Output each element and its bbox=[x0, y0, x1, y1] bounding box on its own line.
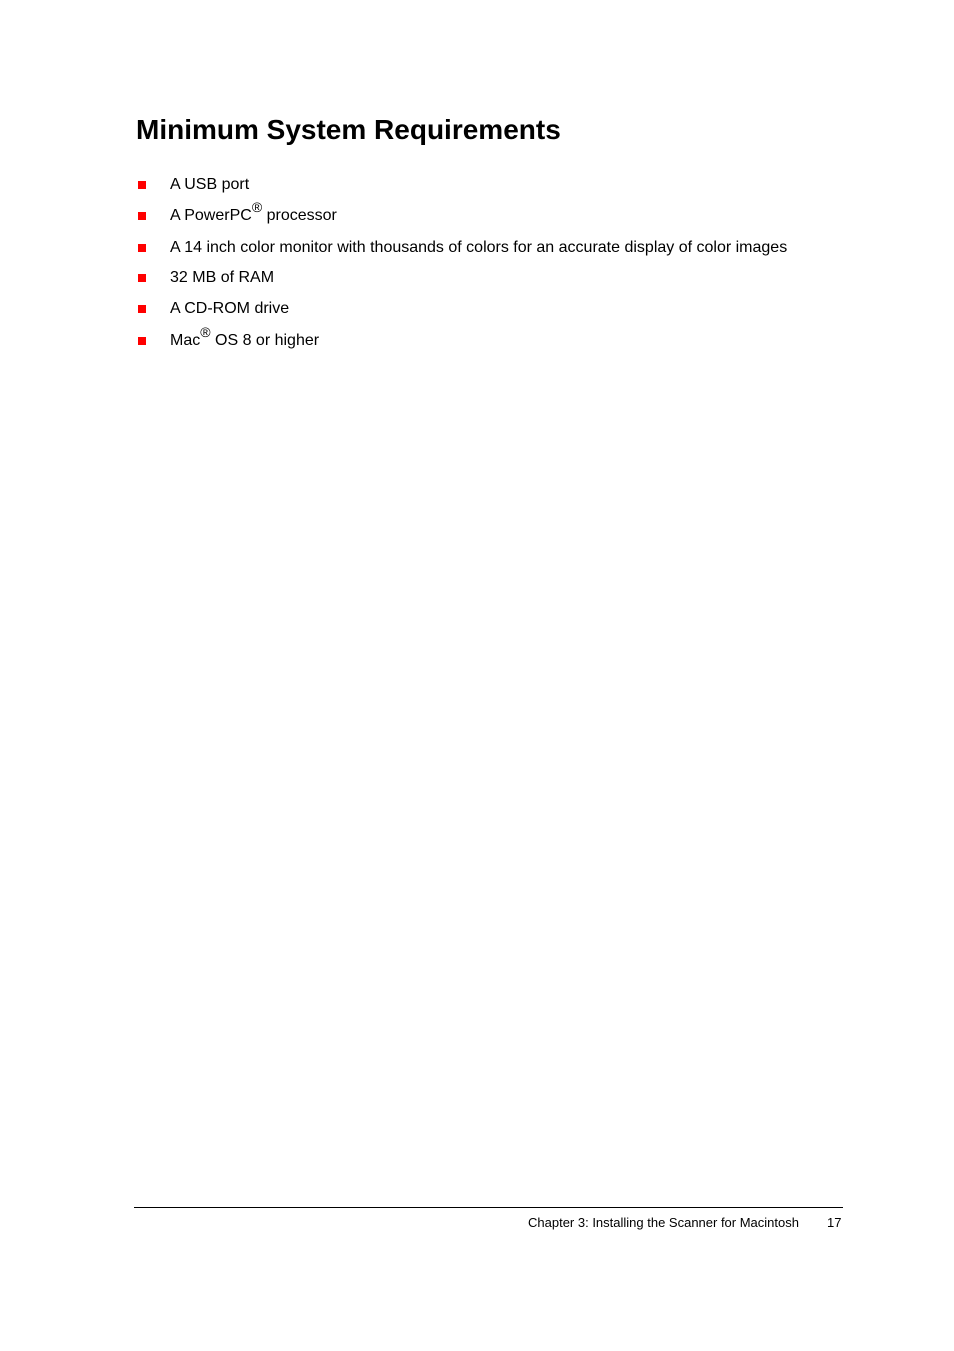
registered-mark: ® bbox=[200, 323, 211, 340]
list-item bbox=[136, 174, 856, 198]
list-item-text-rest: OS 8 or higher bbox=[210, 332, 320, 349]
list-item bbox=[136, 267, 856, 291]
list-item-text-main: A PowerPC bbox=[170, 207, 252, 224]
square-bullet-icon bbox=[138, 305, 146, 313]
list-item-text bbox=[170, 198, 337, 227]
list-item bbox=[136, 198, 856, 229]
list-item-text: A USB port bbox=[170, 176, 250, 193]
square-bullet-icon bbox=[138, 181, 146, 189]
list-item bbox=[136, 323, 856, 354]
list-item-text: A 14 inch color monitor with thousands of colors for an accurate display of color images bbox=[170, 239, 788, 256]
footer-page-number: 17 bbox=[827, 1215, 842, 1230]
page-title: Minimum System Requirements bbox=[136, 114, 561, 145]
list-item bbox=[136, 237, 856, 261]
registered-mark: ® bbox=[251, 198, 263, 215]
square-bullet-icon bbox=[138, 337, 146, 345]
list-item-text-rest: processor bbox=[262, 207, 337, 224]
square-bullet-icon bbox=[138, 274, 146, 282]
square-bullet-icon bbox=[138, 244, 146, 252]
list-item-text bbox=[170, 323, 320, 352]
footer-chapter-title: Chapter 3: Installing the Scanner for Macintosh bbox=[528, 1215, 799, 1230]
square-bullet-icon bbox=[138, 212, 146, 220]
footer-divider bbox=[134, 1207, 843, 1208]
list-item bbox=[136, 298, 856, 322]
list-item-text: 32 MB of RAM bbox=[170, 269, 275, 286]
list-item-text: A CD-ROM drive bbox=[170, 300, 290, 317]
list-item-text-main: Mac bbox=[170, 332, 201, 349]
requirements-list bbox=[136, 0, 856, 400]
